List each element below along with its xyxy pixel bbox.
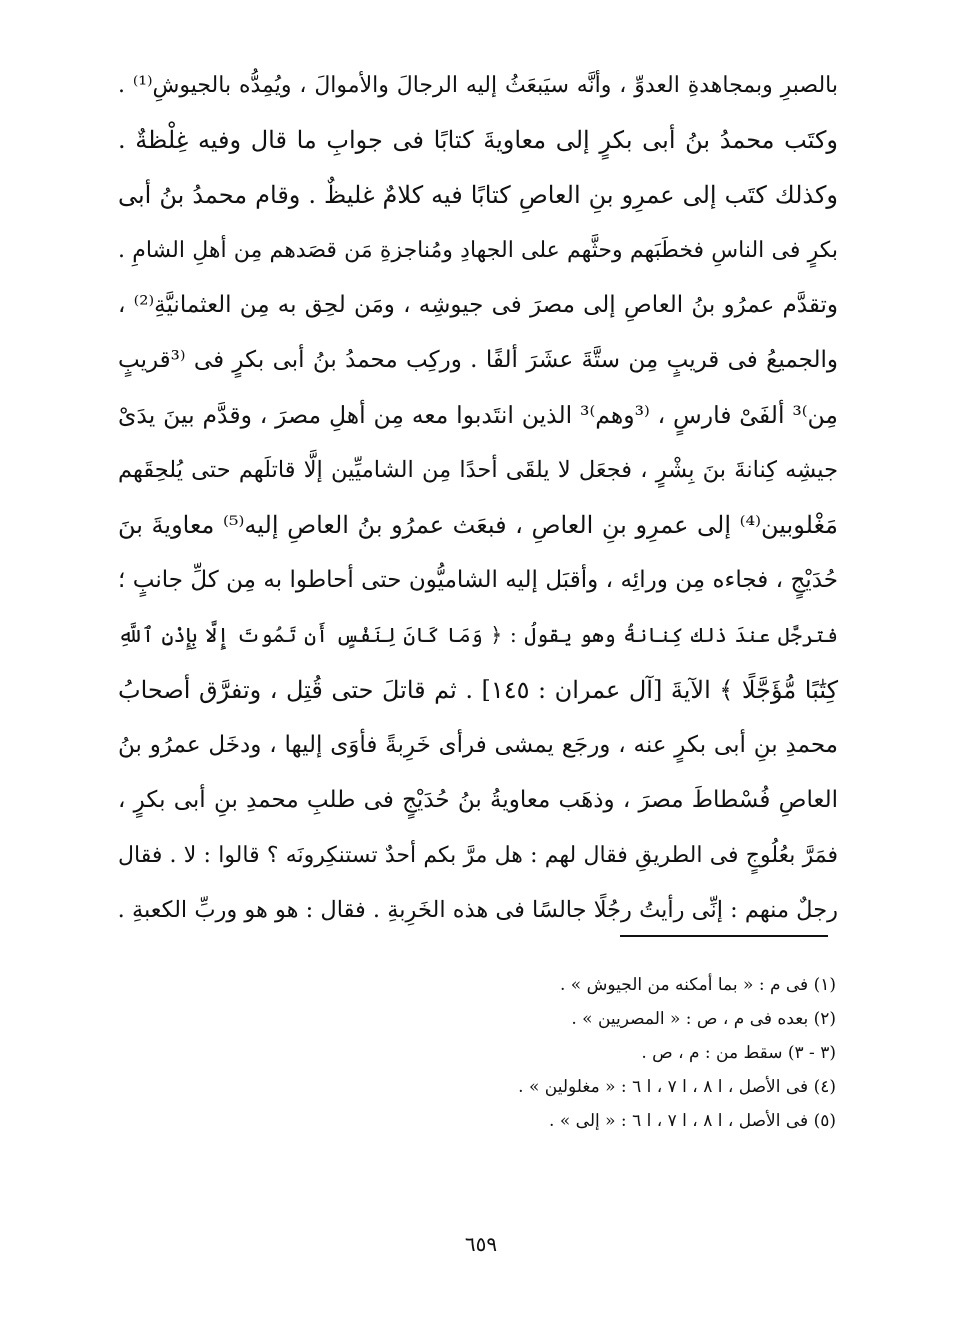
text-line: العاصِ فُسْطاطَ مصرَ ، وذهَب معاويةُ بنُ حُدَيْجٍ فى طلبِ محمدِ بنِ أبى بكرٍ ،	[118, 787, 838, 813]
text-line: جيشِه كِنانةَ بنَ بِشْرٍ ، فجعَل لا يلقَى أحدًا مِن الشاميِّين إلَّا قاتلَهم حتى يُلحِقَهم	[118, 457, 838, 483]
page-number: ٦٥٩	[464, 1232, 498, 1256]
footnote: (٥) فى الأصل ، ا ٨ ، ا ٧ ، ا ٦ : « إلى » .	[549, 1111, 836, 1131]
text-line: محمدِ بنِ أبى بكرٍ عنه ، ورجَع يمشى فرأى خَرِبةً فأوَى إليها ، ودخَل عمرُو بنُ	[118, 732, 838, 758]
footnote-divider	[620, 935, 828, 937]
text-line: بالصبرِ وبمجاهدةِ العدوِّ ، وأنَّه سيَبعَثُ إليه الرجالَ والأموالَ ، ويُمِدُّه بالجيوشِ⁽¹⁾ .	[118, 73, 838, 98]
main-text	[118, 58, 838, 938]
footnote: (٣ - ٣) سقط من : م ، ص .	[641, 1043, 836, 1063]
text-line: والجميعُ فى قريبٍ مِن ستَّةَ عشَرَ ألفًا . وركِب محمدُ بنُ أبى بكرٍ فى ⁽³قريبٍ	[118, 347, 838, 373]
text-line: رجلٌ منهم : إنِّى رأيتُ رجُلًا جالسًا فى هذه الخَرِبةِ . فقال : هو هو وربِّ الكعبةِ .	[117, 897, 838, 923]
footnote: (١) فى م : « بما أمكنه من الجيوش » .	[560, 975, 836, 995]
footnote: (٢) بعده فى م ، ص : « المصريين » .	[571, 1009, 836, 1029]
text-line: وكتَب محمدُ بنُ أبى بكرٍ إلى معاويةَ كتابًا فى جوابِ ما قال وفيه غِلْظةٌ .	[118, 126, 838, 154]
text-line: وكذلك كتَب إلى عمرِو بنِ العاصِ كتابًا فيه كلامٌ غليظٌ . وقام محمدُ بنُ أبى	[118, 181, 839, 209]
text-line: فمَرَّ بعُلُوجٍ فى الطريقِ فقال لهم : هل مرَّ بكم أحدٌ تستنكِرونَه ؟ قالوا : لا . فقال	[118, 843, 838, 868]
text-line: فترجَّل عندَ ذلك كِنانةُ وهو يقولُ : ﴿ وَمَا كَانَ لِنَفْسٍ أَن تَمُوتَ إِلَّا بِإِذْنِ ٱللَّهِ	[118, 623, 838, 647]
text-line: مِن⁾³ ألفَىْ فارسٍ ، ⁽³وهم⁾³ الذين انتَدبوا معه مِن أهلِ مصرَ ، وقدَّم بينَ يدَىْ	[118, 401, 838, 429]
text-line: مَغْلوبين⁽⁴⁾ إلى عمرِو بنِ العاصِ ، فبعَث عمرُو بنُ العاصِ إليه⁽⁵⁾ معاويةَ بنَ	[118, 511, 839, 539]
footnote: (٤) فى الأصل ، ا ٨ ، ا ٧ ، ا ٦ : « مغلولين » .	[518, 1077, 836, 1097]
text-line: حُدَيْجٍ ، فجاءه مِن ورائِه ، وأقبَل إليه الشاميُّون حتى أحاطوا به مِن كلِّ جانبٍ ؛	[118, 567, 838, 593]
footnotes	[300, 968, 836, 1138]
text-line: بكرٍ فى الناسِ فخطَبَهم وحثَّهم على الجهادِ ومُناجزةِ مَن قصَدهم مِن أهلِ الشامِ .	[118, 238, 838, 263]
text-line: كِتَٰبًا مُّؤَجَّلًا ﴾ الآيةَ [آل عمران : ١٤٥] . ثم قاتلَ حتى قُتِل ، وتفرَّق أصحابُ	[118, 676, 838, 704]
text-line: وتقدَّم عمرُو بنُ العاصِ إلى مصرَ فى جيوشِه ، ومَن لحِق به مِن العثمانيَّةِ⁽²⁾ ،	[118, 292, 838, 318]
